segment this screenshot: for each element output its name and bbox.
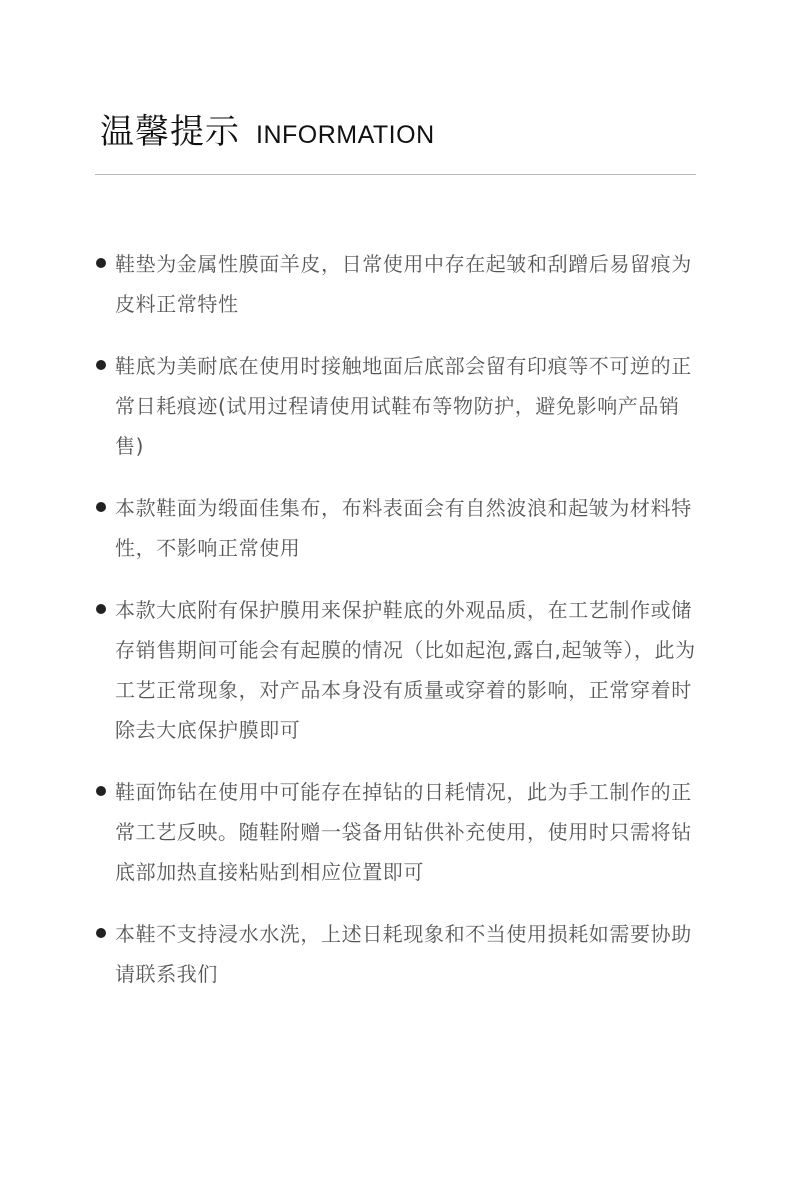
notice-item xyxy=(96,590,696,750)
bullet-icon xyxy=(96,786,106,796)
bullet-icon xyxy=(96,604,106,614)
notice-header xyxy=(100,104,435,153)
notice-item xyxy=(96,488,696,568)
notice-text: 本鞋不支持浸水水洗，上述日耗现象和不当使用损耗如需要协助请联系我们 xyxy=(115,922,692,986)
bullet-icon xyxy=(96,502,106,512)
notice-item xyxy=(96,772,696,892)
bullet-icon xyxy=(96,360,106,370)
page-title: 温馨提示 xyxy=(100,112,240,152)
notice-item xyxy=(96,244,696,324)
notice-item xyxy=(96,914,696,994)
notice-text: 鞋底为美耐底在使用时接触地面后底部会留有印痕等不可逆的正常日耗痕迹(试用过程请使用试鞋布等物防护，避免影响产品销售) xyxy=(115,354,692,458)
page-subtitle: INFORMATION xyxy=(256,121,435,149)
notice-text: 鞋垫为金属性膜面羊皮，日常使用中存在起皱和刮蹭后易留痕为皮料正常特性 xyxy=(115,252,692,316)
notice-text: 本款大底附有保护膜用来保护鞋底的外观品质，在工艺制作或储存销售期间可能会有起膜的情况（比如起泡,露白,起皱等），此为工艺正常现象，对产品本身没有质量或穿着的影响，正常穿着时除去大底保护膜即可 xyxy=(115,598,696,742)
notice-item xyxy=(96,346,696,466)
bullet-icon xyxy=(96,258,106,268)
notice-list xyxy=(96,244,696,1016)
bullet-icon xyxy=(96,928,106,938)
header-divider xyxy=(95,174,696,175)
notice-text: 本款鞋面为缎面佳集布，布料表面会有自然波浪和起皱为材料特性，不影响正常使用 xyxy=(115,496,692,560)
notice-text: 鞋面饰钻在使用中可能存在掉钻的日耗情况，此为手工制作的正常工艺反映。随鞋附赠一袋备用钻供补充使用，使用时只需将钻底部加热直接粘贴到相应位置即可 xyxy=(115,780,692,884)
